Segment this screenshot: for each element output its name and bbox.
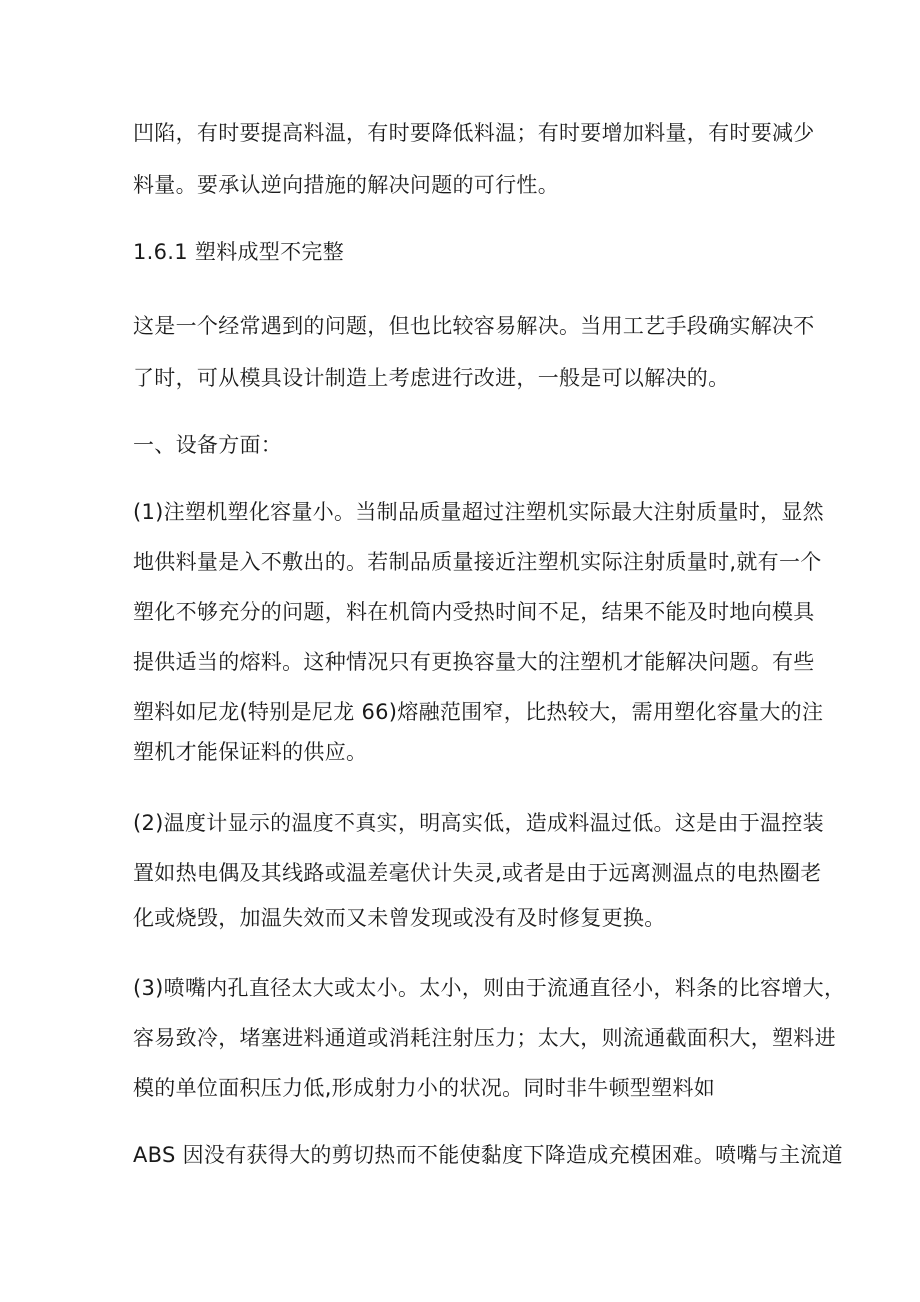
- list-item-1-line: 地供料量是入不敷出的。若制品质量接近注塑机实际注射质量时,就有一个: [133, 550, 822, 574]
- list-item-2-line: 化或烧毁，加温失效而又未曾发现或没有及时修复更换。: [133, 906, 666, 930]
- list-item-3-line: 模的单位面积压力低,形成射力小的状况。同时非牛顿型塑料如: [133, 1076, 716, 1100]
- list-item-1-line: 提供适当的熔料。这种情况只有更换容量大的注塑机才能解决问题。有些: [133, 650, 815, 674]
- list-item-3-line: 容易致冷，堵塞进料通道或消耗注射压力；太大，则流通截面积大，塑料进: [133, 1026, 836, 1050]
- list-item-1-line: 塑料如尼龙(特别是尼龙 66)熔融范围窄，比热较大，需用塑化容量大的注: [133, 700, 824, 724]
- text-line: ABS 因没有获得大的剪切热而不能使黏度下降造成充模困难。喷嘴与主流道: [133, 1143, 843, 1167]
- list-item-2-line: 置如热电偶及其线路或温差毫伏计失灵,或者是由于远离测温点的电热圈老: [133, 861, 822, 885]
- list-item-1-line: (1)注塑机塑化容量小。当制品质量超过注塑机实际最大注射质量时，显然: [133, 500, 824, 524]
- list-item-1-line: 塑机才能保证料的供应。: [133, 740, 368, 764]
- subheading-equipment: 一、设备方面：: [133, 433, 283, 457]
- text-line: 这是一个经常遇到的问题，但也比较容易解决。当用工艺手段确实解决不: [133, 314, 815, 338]
- text-line: 凹陷，有时要提高料温，有时要降低料温；有时要增加料量，有时要减少: [133, 121, 815, 145]
- text-line: 了时，可从模具设计制造上考虑进行改进，一般是可以解决的。: [133, 366, 730, 390]
- list-item-3-line: (3)喷嘴内孔直径太大或太小。太小，则由于流通直径小，料条的比容增大，: [133, 976, 846, 1000]
- list-item-1-line: 塑化不够充分的问题，料在机筒内受热时间不足，结果不能及时地向模具: [133, 600, 815, 624]
- section-heading: 1.6.1 塑料成型不完整: [133, 240, 345, 264]
- text-line: 料量。要承认逆向措施的解决问题的可行性。: [133, 173, 559, 197]
- list-item-2-line: (2)温度计显示的温度不真实，明高实低，造成料温过低。这是由于温控装: [133, 811, 824, 835]
